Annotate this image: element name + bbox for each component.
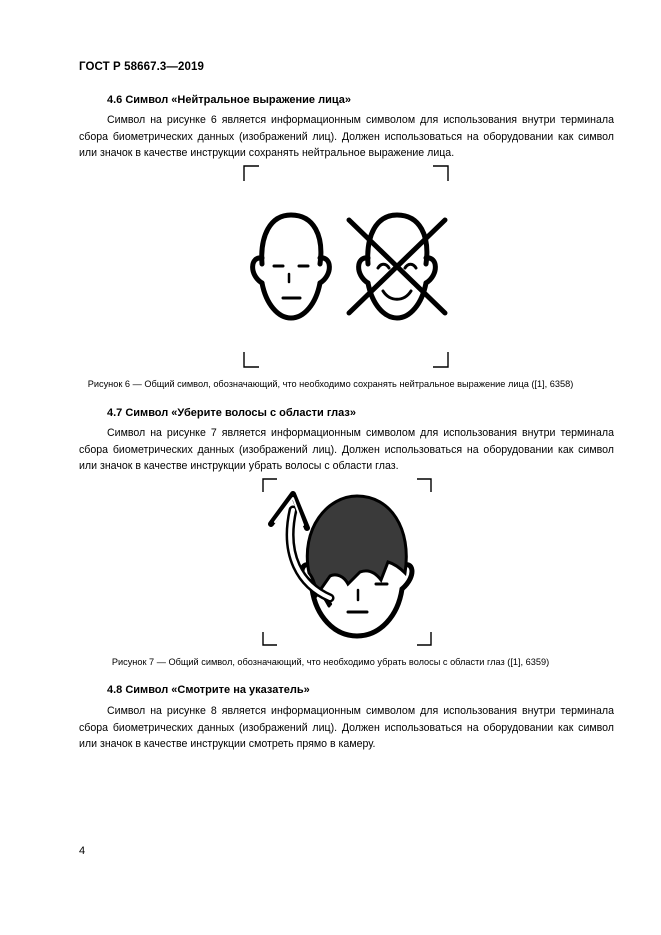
neutral-face-icon (253, 215, 330, 318)
figure-6-frame (244, 166, 448, 367)
smiling-face-crossed-icon (349, 215, 445, 318)
section-heading-4-7: 4.7 Символ «Уберите волосы с области глаз» (107, 407, 356, 419)
figure-7-caption: Рисунок 7 — Общий символ, обозначающий, что необходимо убрать волосы с области глаз ([1], 6359) (111, 657, 550, 667)
hair-over-eyes-face-icon (300, 496, 412, 636)
section-heading-4-6: 4.6 Символ «Нейтральное выражение лица» (107, 94, 351, 106)
document-header: ГОСТ Р 58667.3—2019 (79, 61, 204, 73)
section-paragraph-4-8: Символ на рисунке 8 является информационным символом для использования внутри терминала сбора биометрических данных (изображений лиц). Должен использоваться на оборудовании как символ или значок в качестве инструкции смотреть прямо в камеру. (79, 705, 614, 750)
curved-up-arrow-icon (271, 494, 330, 598)
figure-7-frame (263, 479, 431, 645)
section-heading-4-8: 4.8 Символ «Смотрите на указатель» (107, 684, 310, 696)
section-paragraph-4-6: Символ на рисунке 6 является информационным символом для использования внутри терминала сбора биометрических данных (изображений лиц). Должен использоваться на оборудовании как символ или значок в качестве инструкции сохранять нейтральное выражение лица. (79, 114, 614, 159)
section-paragraph-4-7: Символ на рисунке 7 является информационным символом для использования внутри терминала сбора биометрических данных (изображений лиц). Должен использоваться на оборудовании как символ или значок в качестве инструкции убрать волосы с области глаз. (79, 427, 614, 472)
page-number: 4 (79, 845, 86, 857)
figure-6-caption: Рисунок 6 — Общий символ, обозначающий, что необходимо сохранять нейтральное выражение лица ([1], 6358) (87, 379, 574, 389)
